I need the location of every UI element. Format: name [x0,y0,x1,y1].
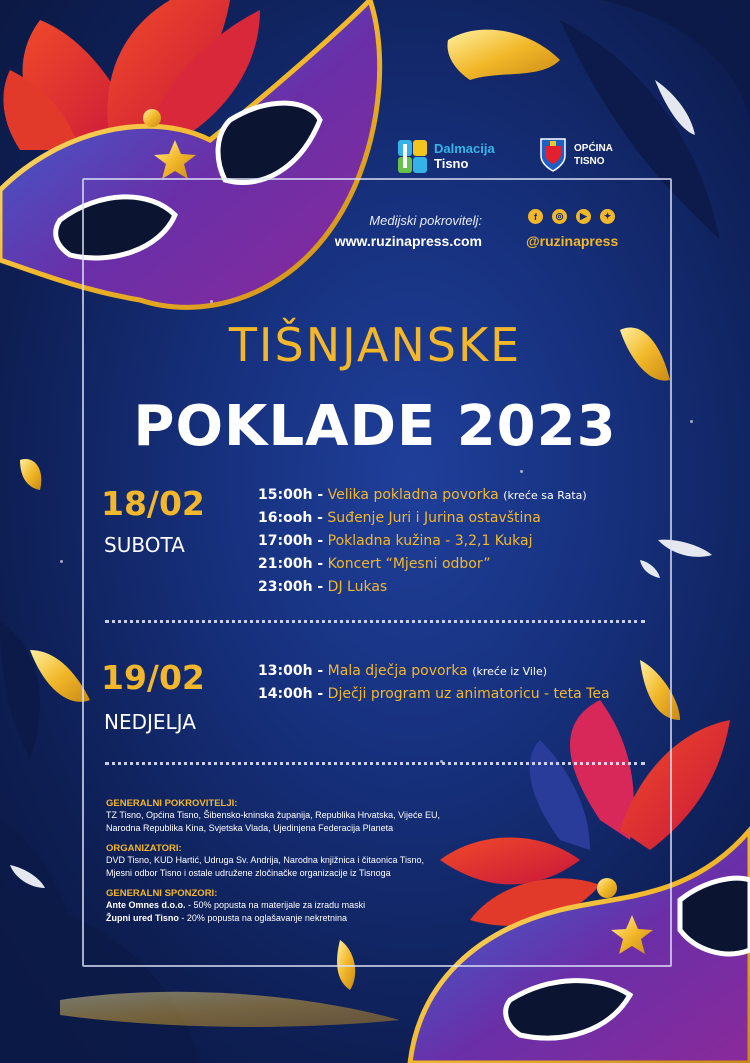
event-time: 15:00h - [258,487,324,503]
day2-schedule [258,660,610,706]
event-name: DJ Lukas [327,579,388,595]
schedule-row [258,553,587,576]
event-name: Koncert “Mjesni odbor” [327,556,491,572]
general-sponsors-line2: Narodna Republika Kina, Svjetska Vlada, Ujedinjena Federacija Planeta [106,823,394,833]
dalmacija-tisno-logo [398,138,495,174]
schedule-row [258,660,610,683]
sponsor-name: Ante Omnes d.o.o. [106,900,186,910]
event-time: 17:00h - [258,533,324,549]
day2-date: 19/02 [101,658,205,697]
event-name: Pokladna kužina - 3,2,1 Kukaj [327,533,533,549]
event-time: 23:00h - [258,579,324,595]
opcina-logo-line2: TISNO [574,156,605,167]
organizers-heading: ORGANIZATORI: [106,843,182,854]
sponsors-section [106,790,526,925]
event-note: (kreće iz Vile) [472,665,548,678]
dotted-divider [105,620,645,623]
day2-weekday: NEDJELJA [104,710,196,734]
facebook-icon[interactable]: f [528,209,543,224]
schedule-row [258,683,610,706]
sponsors-heading: GENERALNI SPONZORI: [106,888,218,899]
sparkle [210,300,213,303]
schedule-row [258,576,587,599]
media-sponsor-url[interactable]: www.ruzinapress.com [334,233,482,249]
schedule-row [258,507,587,530]
dotted-divider [105,762,645,765]
dalmacija-logo-line1: Dalmacija [434,141,495,156]
event-time: 14:00h - [258,686,324,702]
coat-of-arms-icon [540,138,566,172]
opcina-logo-line1: OPĆINA [574,143,613,154]
day1-weekday: SUBOTA [104,533,185,557]
event-time: 13:00h - [258,663,324,679]
event-note: (kreće sa Rata) [503,489,587,502]
sponsor-text: - 50% popusta na materijale za izradu maski [185,900,366,910]
sparkle [440,760,443,763]
event-name: Suđenje Juri i Jurina ostavština [327,510,541,526]
sparkle [690,420,693,423]
event-name: Mala dječja povorka [327,663,468,679]
title-line1: TIŠNJANSKE [228,318,522,372]
instagram-icon[interactable]: ◎ [552,209,567,224]
sponsor-line [106,899,526,912]
sponsor-name: Župni ured Tisno [106,913,179,923]
event-name: Velika pokladna povorka [327,487,499,503]
event-name: Dječji program uz animatoricu - teta Tea [327,686,610,702]
organizers-line1: DVD Tisno, KUD Hartić, Udruga Sv. Andrija, Narodna knjižnica i čitaonica Tisno, [106,855,424,865]
youtube-icon[interactable]: ▶ [576,209,591,224]
day1-schedule [258,484,587,599]
sponsor-text: - 20% popusta na oglašavanje nekretnina [178,913,347,923]
dalmacija-logo-line2: Tisno [434,156,469,171]
sparkle [60,560,63,563]
organizers-line2: Mjesni odbor Tisno i ostale udružene zločinačke organizacije iz Tisnoga [106,868,391,878]
social-handle[interactable]: @ruzinapress [526,233,619,249]
sponsor-line [106,912,526,925]
general-sponsors-heading: GENERALNI POKROVITELJI: [106,798,238,809]
general-sponsors-line1: TZ Tisno, Općina Tisno, Šibensko-kninska županija, Republika Hrvatska, Vijeće EU, [106,810,440,820]
event-time: 21:00h - [258,556,324,572]
media-sponsor-label: Medijski pokrovitelj: [369,213,482,228]
day1-date: 18/02 [101,484,205,523]
opcina-tisno-logo [540,138,613,172]
twitter-icon[interactable]: ✦ [600,209,615,224]
title-line2: POKLADE 2023 [133,394,617,459]
schedule-row [258,530,587,553]
sparkle [520,470,523,473]
schedule-row [258,484,587,507]
event-time: 16:ooh - [258,510,323,526]
social-icons [528,209,615,224]
dalmacija-logo-icon [398,138,428,174]
